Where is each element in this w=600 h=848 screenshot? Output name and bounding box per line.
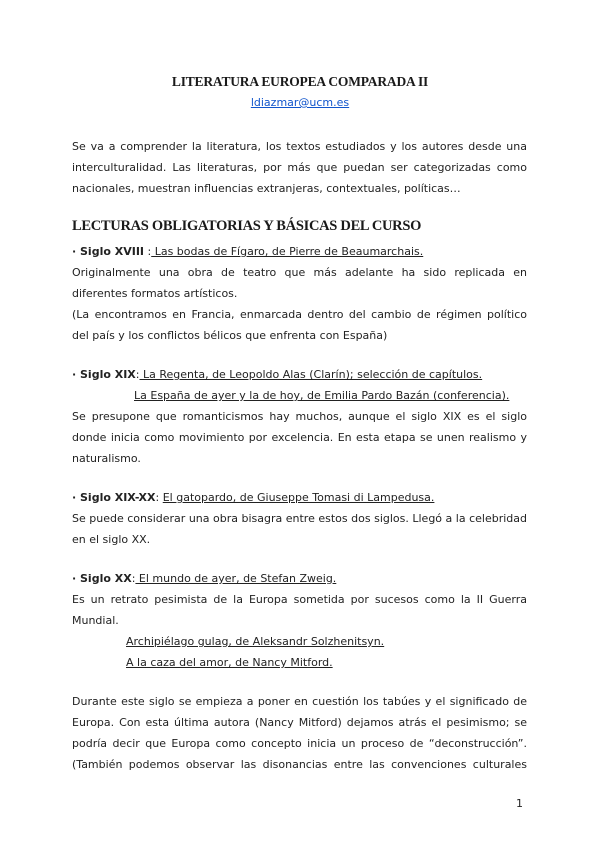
separator: : <box>131 572 136 585</box>
page-number: 1 <box>516 797 523 810</box>
century-label: · Siglo XX <box>72 572 132 585</box>
separator: : <box>155 491 163 504</box>
entry-siglo-xix <box>72 364 527 385</box>
closing-line-2: Europa. Con esta última autora (Nancy Mitford) dejamos atrás el pesimismo; se <box>72 716 527 729</box>
s20-work-3 <box>126 652 526 673</box>
entry-siglo-xx <box>72 568 527 589</box>
s18-desc-2: diferentes formatos artísticos. <box>72 287 238 300</box>
s18-note-1: (La encontramos en Francia, enmarcada dentro del cambio de régimen político <box>72 308 527 321</box>
s20-desc-2: Mundial. <box>72 614 119 627</box>
s19-desc-3: naturalismo. <box>72 452 141 465</box>
s18-note-2: del país y los conflictos bélicos que enfrenta con España) <box>72 329 388 342</box>
work-title: La Regenta, de Leopoldo Alas (Clarín); selección de capítulos. <box>139 368 483 381</box>
century-label: · Siglo XIX-XX <box>72 491 156 504</box>
s1920-desc-1: Se puede considerar una obra bisagra entre estos dos siglos. Llegó a la celebridad <box>72 512 527 525</box>
closing-line-3: podría decir que Europa como concepto inicia un proceso de “deconstrucción”. <box>72 737 527 750</box>
email-link[interactable]: ldiazmar@ucm.es <box>250 96 350 109</box>
intro-line-2: interculturalidad. Las literaturas, por más que puedan ser categorizadas como <box>72 161 527 174</box>
work-title: A la caza del amor, de Nancy Mitford. <box>126 656 333 669</box>
s19-desc-1: Se presupone que romanticismos hay muchos, aunque el siglo XIX es el siglo <box>72 410 527 423</box>
work-title: Las bodas de Fígaro, de Pierre de Beaumarchais. <box>151 245 424 258</box>
section-heading: LECTURAS OBLIGATORIAS Y BÁSICAS DEL CURSO <box>72 218 422 234</box>
work-title: El gatopardo, de Giuseppe Tomasi di Lampedusa. <box>162 491 435 504</box>
entry-siglo-xviii <box>72 241 527 262</box>
document-title: LITERATURA EUROPEA COMPARADA II <box>171 74 429 89</box>
closing-line-1: Durante este siglo se empieza a poner en cuestión los tabúes y el significado de <box>72 695 527 708</box>
s1920-desc-2: en el siglo XX. <box>72 533 151 546</box>
century-label: · Siglo XVIII <box>72 245 145 258</box>
s18-desc-1: Originalmente una obra de teatro que más adelante ha sido replicada en <box>72 266 527 279</box>
century-label: · Siglo XIX <box>72 368 136 381</box>
s20-work-2 <box>126 631 526 652</box>
intro-line-1: Se va a comprender la literatura, los textos estudiados y los autores desde una <box>72 140 527 153</box>
closing-line-4: (También podemos observar las disonancias entre las convenciones culturales <box>72 758 527 771</box>
work-title: Archipiélago gulag, de Aleksandr Solzhenitsyn. <box>126 635 385 648</box>
entry-siglo-xix-xx <box>72 487 527 508</box>
separator: : <box>135 368 140 381</box>
work-title: El mundo de ayer, de Stefan Zweig. <box>135 572 337 585</box>
separator: : <box>144 245 152 258</box>
s19-desc-2: donde inicia como movimiento por excelencia. En esta etapa se unen realismo y <box>72 431 527 444</box>
s19-work-2 <box>134 385 534 406</box>
work-title: La España de ayer y la de hoy, de Emilia Pardo Bazán (conferencia). <box>134 389 510 402</box>
s20-desc-1: Es un retrato pesimista de la Europa sometida por sucesos como la II Guerra <box>72 593 527 606</box>
intro-line-3: nacionales, muestran influencias extranjeras, contextuales, políticas… <box>72 182 461 195</box>
